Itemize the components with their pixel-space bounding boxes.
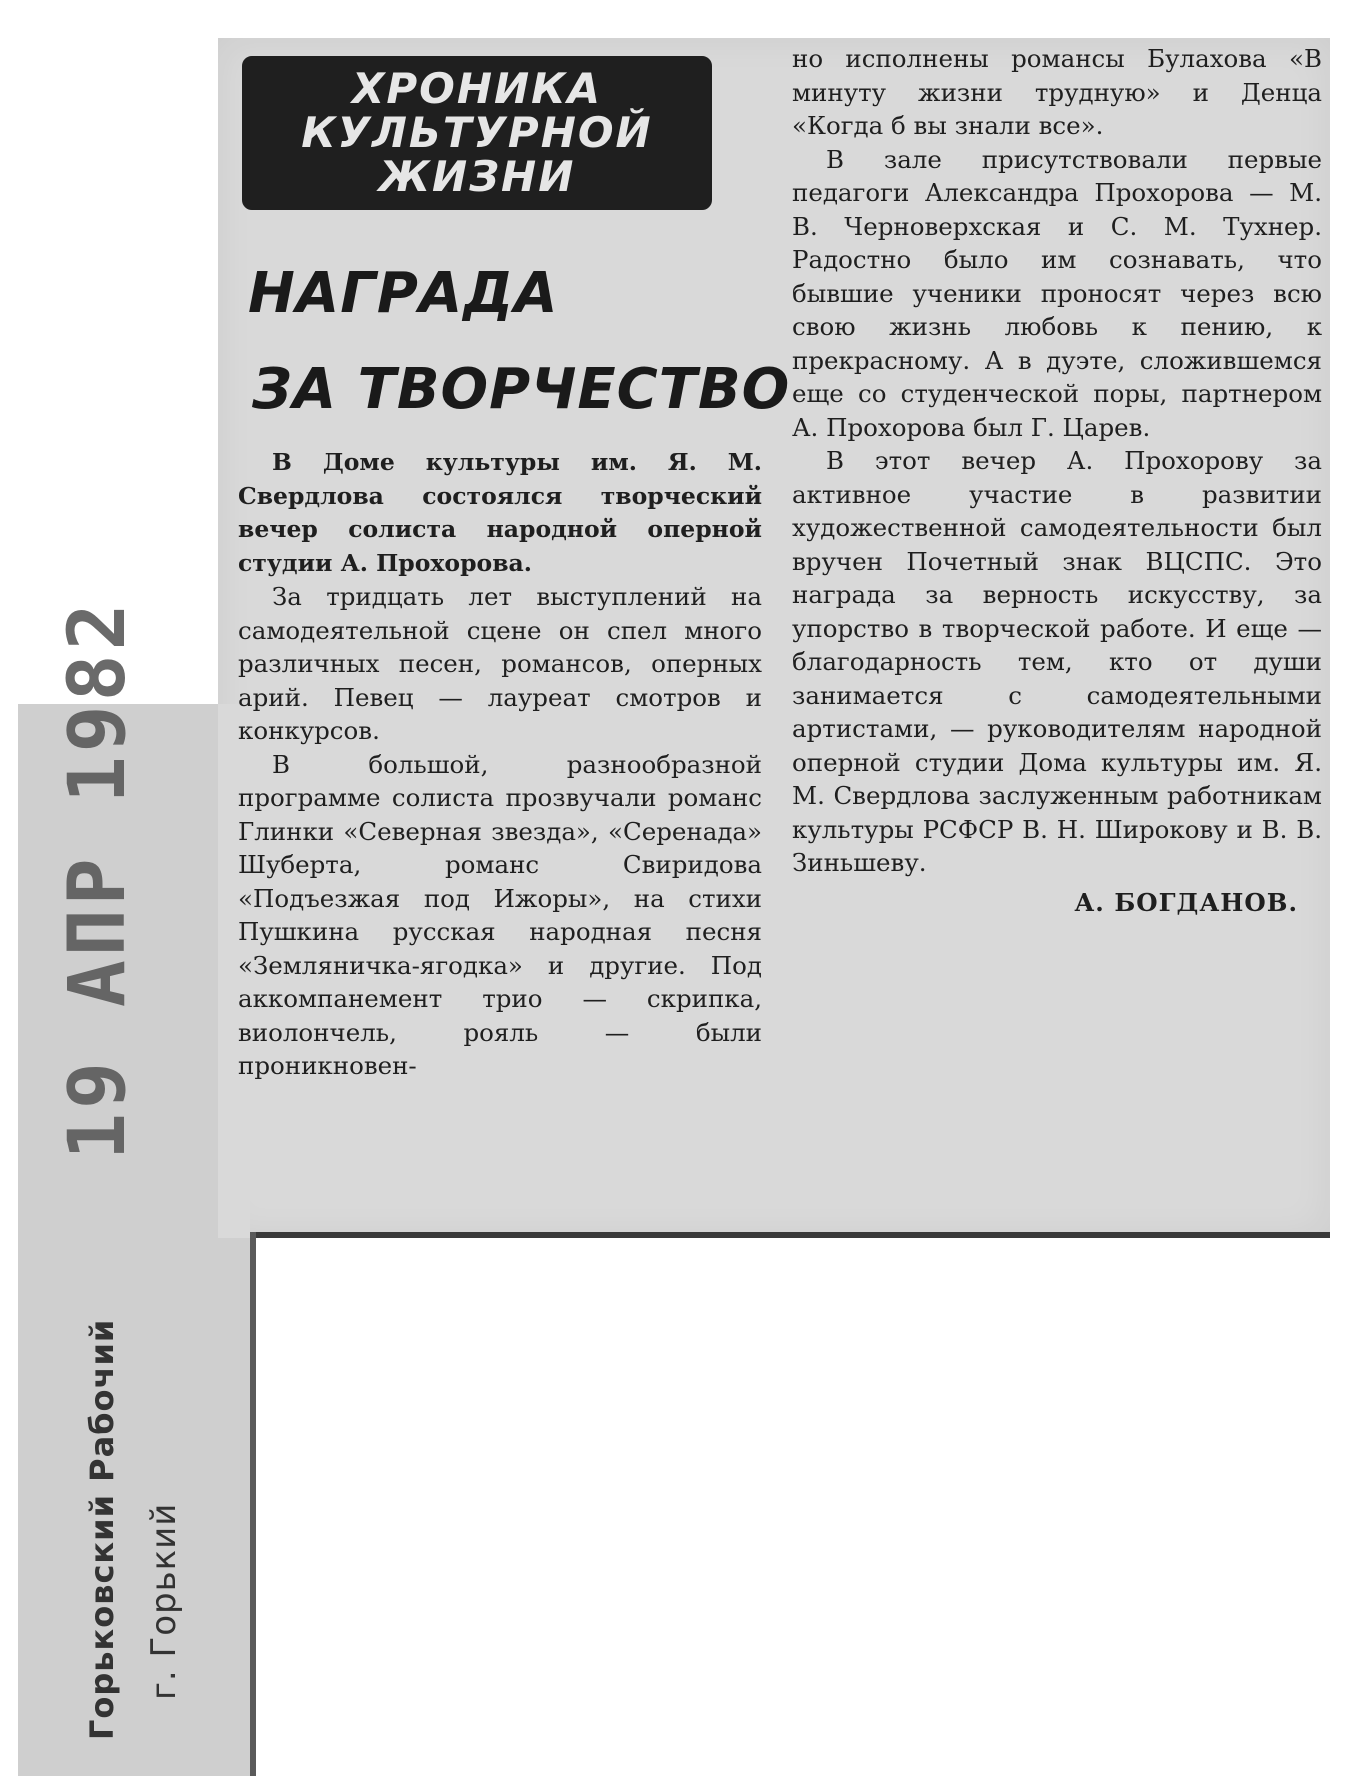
rubric-banner [242, 56, 712, 210]
date-stamp: 19 АПР 1982 [53, 599, 143, 1160]
article-paragraph-3: В зале присутствовали первые педагоги Александра Прохорова — М. В. Черноверхская и С. М. Тухнер. Радостно было им сознавать, что бывшие ученики проносят через всю свою жизнь любовь к пению, к прекрасному. А в дуэте, сложившемся еще со студенческой поры, партнером А. Прохорова был Г. Царев. [792, 144, 1322, 442]
headline-line-1: НАГРАДА [248, 261, 559, 326]
column-right [792, 42, 1322, 919]
paper-shadow-bottom [250, 1232, 1330, 1238]
paper-shadow-left [250, 1232, 256, 1776]
rubric-line-1: ХРОНИКА [351, 64, 602, 113]
article-paragraph-1: За тридцать лет выступлений на самодеятельной сцене он спел много различных песен, романсов, оперных арий. Певец — лауреат смотров и конкурсов. [238, 582, 762, 745]
rubric-line-2: КУЛЬТУРНОЙ [301, 108, 653, 157]
article-paragraph-2-start: В большой, разнообразной программе солиста прозвучали романс Глинки «Северная звезда», «Серенада» Шуберта, романс Свиридова «Подъезжая под Ижоры», на стихи Пушкина русская народная песня «Земляничка-ягодка» и другие. Под аккомпанемент трио — скрипка, виолончель, рояль — были проникновен- [238, 749, 762, 1080]
article-headline [248, 246, 791, 438]
newspaper-stamp: Горьковский Рабочий [83, 1318, 121, 1740]
rubric-line-3: ЖИЗНИ [378, 152, 576, 201]
city-stamp: г. Горький [144, 1502, 184, 1700]
article-signature: А. БОГДАНОВ. [1074, 887, 1298, 917]
article-paragraph-4: В этот вечер А. Прохорову за активное участие в развитии художественной самодеятельности был вручен Почетный знак ВЦСПС. Это награда за верность искусству, за упорство в творческой работе. И еще — благодарность тем, кто от души занимается с самодеятельными артистами, — руководителям народной оперной студии Дома культуры им. Я. М. Свердлова заслуженным работникам культуры РСФСР В. Н. Широкову и В. В. Зиньшеву. [792, 446, 1322, 877]
headline-line-2: ЗА ТВОРЧЕСТВО [252, 357, 791, 422]
column-left [238, 446, 762, 1083]
article-paragraph-2-end: но исполнены романсы Булахова «В минуту жизни трудную» и Денца «Когда б вы знали все». [792, 44, 1322, 140]
article-lead: В Доме культуры им. Я. М. Свердлова состоялся творческий вечер солиста народной оперной студии А. Прохорова. [238, 448, 762, 577]
